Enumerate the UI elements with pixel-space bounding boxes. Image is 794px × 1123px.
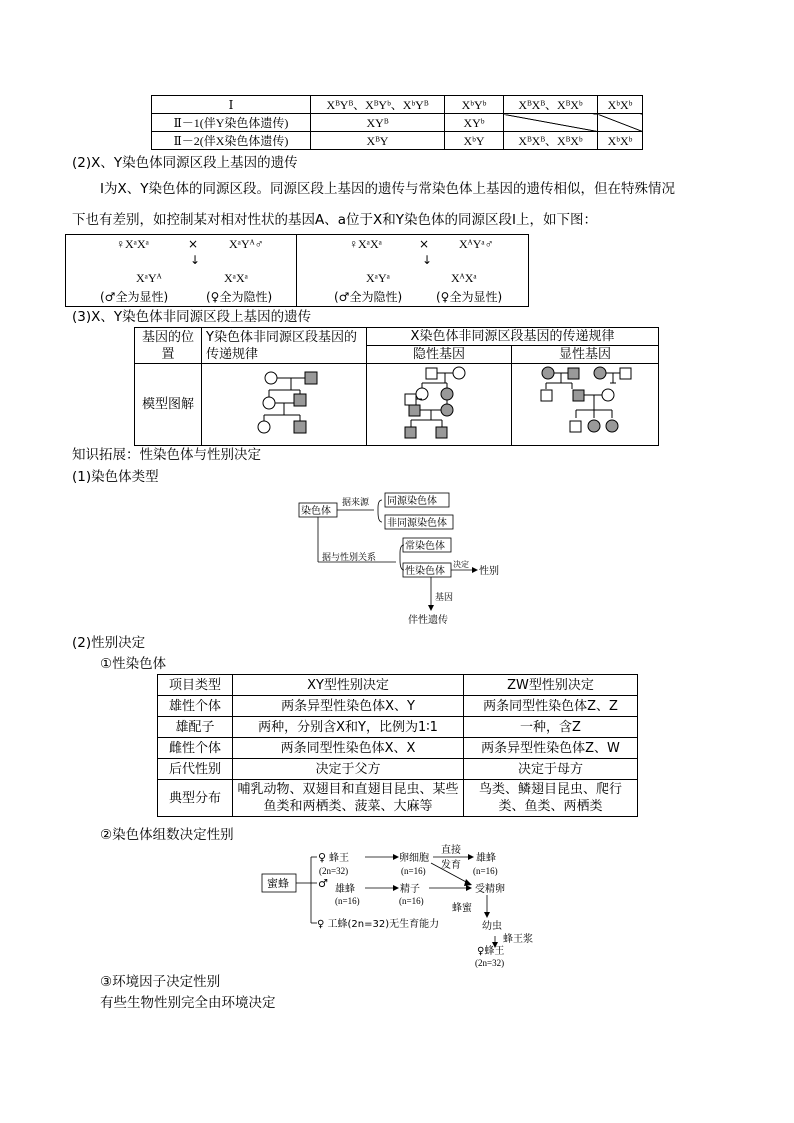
pedigree-y: [202, 364, 367, 446]
queen-out-ploidy: (2n=32): [475, 958, 505, 968]
node-autosome: 常染色体: [405, 541, 445, 552]
divider: [296, 235, 297, 306]
node-non-homologous: 非同源染色体: [387, 518, 447, 529]
table-row: [158, 738, 638, 759]
row-label: Ⅰ: [152, 96, 311, 114]
table-row: [158, 696, 638, 717]
note-female: (♀全为隐性): [206, 290, 273, 304]
table-row: [158, 759, 638, 780]
pedigree-x-dominant: [512, 364, 659, 446]
node-sex: 性别: [479, 566, 499, 577]
sperm-ploidy: (n=16): [399, 896, 424, 906]
header-cell: Y染色体非同源区段基因的传递规律: [202, 328, 367, 364]
label-develop: 发育: [441, 860, 461, 871]
row-label: Ⅱ－1(伴Y染色体遗传): [152, 114, 311, 132]
cell: 两种，分别含X和Y，比例为1∶1: [233, 717, 464, 738]
cell: 决定于母方: [464, 759, 638, 780]
node-drone: 雄蜂: [335, 884, 355, 895]
label-by-sex: 据与性别关系: [322, 553, 377, 563]
drone-ploidy: (n=16): [335, 896, 360, 906]
down-arrow: ↓: [190, 253, 201, 267]
header-cell: XY型性别决定: [233, 675, 464, 696]
cross-diagram: [65, 234, 529, 307]
label-royal-jelly: 蜂王浆: [503, 934, 533, 945]
header-cell: 项目类型: [158, 675, 233, 696]
node-queen-out: ♀蜂王: [477, 946, 505, 957]
cell: 两条同型性染色体X、X: [233, 738, 464, 759]
subheading: ③环境因子决定性别: [100, 974, 221, 990]
header-cell: ZW型性别决定: [464, 675, 638, 696]
header-cell: X染色体非同源区段基因的传递规律: [367, 328, 659, 346]
row-label: 雄配子: [158, 717, 233, 738]
male-genotype: XᵃYᴬ♂: [229, 237, 264, 251]
table-row: [152, 132, 643, 150]
cell: 两条同型性染色体Z、Z: [464, 696, 638, 717]
node-sex-chromosome: 性染色体: [405, 566, 445, 577]
male-genotype: XᴬYᵃ♂: [459, 237, 494, 251]
table-row: [158, 675, 638, 696]
cell: 两条异型性染色体X、Y: [233, 696, 464, 717]
header-cell: 显性基因: [512, 346, 659, 364]
cell: 决定于父方: [233, 759, 464, 780]
section-heading: 知识拓展：性染色体与性别决定: [72, 447, 261, 463]
diagonal-cell: [504, 114, 598, 132]
node-egg: 卵细胞: [399, 853, 429, 864]
note-male: (♂全为隐性): [334, 290, 403, 304]
row-label: Ⅱ－2(伴X染色体遗传): [152, 132, 311, 150]
queen-ploidy: (2n=32): [319, 866, 349, 876]
label-direct: 直接: [441, 845, 461, 856]
node-fertilized-egg: 受精卵: [475, 884, 505, 895]
cell: 鸟类、鳞翅目昆虫、爬行类、鱼类、两栖类: [464, 780, 638, 817]
header-cell: 隐性基因: [367, 346, 512, 364]
female-genotype: ♀XᵃXᵃ: [349, 237, 382, 251]
row-label: 后代性别: [158, 759, 233, 780]
female-genotype: ♀XᵃXᵃ: [116, 237, 149, 251]
node-queen: 蜂王: [329, 853, 349, 864]
cell: XᵇXᵇ: [598, 96, 643, 114]
node-bee: 蜜蜂: [267, 877, 289, 890]
pedigree-dominant-chart: [512, 364, 658, 440]
paragraph-line: Ⅰ为X、Y染色体的同源区段。同源区段上基因的遗传与常染色体上基因的遗传相似，但在特殊情况: [100, 181, 675, 197]
node-sperm: 精子: [400, 884, 420, 895]
cell: XᴮXᴮ、XᴮXᵇ: [504, 132, 598, 150]
cell: XYᴮ: [311, 114, 445, 132]
offspring-male: XᵃYᵃ: [366, 271, 390, 285]
pedigree-table: [134, 327, 659, 446]
pedigree-x-recessive: [367, 364, 512, 446]
section-heading: (2)X、Y染色体同源区段上基因的遗传: [72, 155, 298, 171]
node-chromosome: 染色体: [301, 506, 331, 517]
label-gene: 基因: [435, 593, 454, 603]
offspring-male: XᵃYᴬ: [136, 271, 162, 285]
row-label: 典型分布: [158, 780, 233, 817]
cell: XᵇYᵇ: [445, 96, 504, 114]
pedigree-recessive-chart: [367, 364, 511, 440]
table-row: [158, 717, 638, 738]
node-sex-linked: 伴性遗传: [408, 615, 448, 626]
female-icon: ♀: [318, 851, 327, 864]
subheading: (1)染色体类型: [72, 469, 159, 485]
subheading: ①性染色体: [100, 656, 167, 672]
paragraph-line: 有些生物性别完全由环境决定: [100, 995, 276, 1011]
subheading: ②染色体组数决定性别: [100, 827, 234, 843]
pedigree-y-chart: [202, 364, 366, 440]
row-label: 模型图解: [135, 364, 202, 446]
male-icon: ♂: [318, 877, 328, 890]
sex-determination-table: [157, 674, 638, 817]
cross-symbol: ×: [419, 237, 430, 251]
row-label: 雌性个体: [158, 738, 233, 759]
node-homologous: 同源染色体: [387, 496, 437, 507]
bee-diagram: [255, 843, 555, 971]
node-drone-out: 雄蜂: [476, 853, 496, 864]
drone-out-ploidy: (n=16): [473, 866, 498, 876]
label-determine: 决定: [453, 560, 469, 569]
egg-ploidy: (n=16): [401, 866, 426, 876]
cell: XᴮY: [311, 132, 445, 150]
cell: XᵇXᵇ: [598, 132, 643, 150]
down-arrow: ↓: [422, 253, 433, 267]
section-heading: (3)X、Y染色体非同源区段上基因的遗传: [72, 309, 312, 325]
offspring-female: XᵃXᵃ: [224, 271, 248, 285]
label-honey: 蜂蜜: [452, 903, 472, 914]
cell: 一种，含Z: [464, 717, 638, 738]
chromosome-type-diagram: [290, 490, 510, 630]
cell: XYᵇ: [445, 114, 504, 132]
note-male: (♂全为显性): [100, 290, 169, 304]
table-row: [152, 114, 643, 132]
table-row: [158, 780, 638, 817]
note-female: (♀全为显性): [436, 290, 503, 304]
cross-symbol: ×: [188, 237, 199, 251]
node-larva: 幼虫: [482, 921, 502, 932]
offspring-female: XᴬXᵃ: [451, 271, 477, 285]
cell: XᴮYᴮ、XᴮYᵇ、XᵇYᴮ: [311, 96, 445, 114]
row-label: 雄性个体: [158, 696, 233, 717]
cell: XᴮXᴮ、XᴮXᵇ: [504, 96, 598, 114]
table-row: [152, 96, 643, 114]
genotype-table: [151, 95, 643, 150]
cell: XᵇY: [445, 132, 504, 150]
label-by-source: 据来源: [342, 498, 370, 508]
paragraph-line: 下也有差别，如控制某对相对性状的基因A、a位于X和Y染色体的同源区段Ⅰ上，如下图：: [72, 212, 597, 228]
subheading: (2)性别决定: [72, 635, 146, 651]
header-cell: 基因的位置: [135, 328, 202, 364]
cell: 两条异型性染色体Z、W: [464, 738, 638, 759]
diagonal-cell: [598, 114, 643, 132]
node-worker: ♀ 工蜂(2n=32)无生育能力: [317, 919, 440, 930]
cell: 哺乳动物、双翅目和直翅目昆虫、某些鱼类和两栖类、菠菜、大麻等: [233, 780, 464, 817]
